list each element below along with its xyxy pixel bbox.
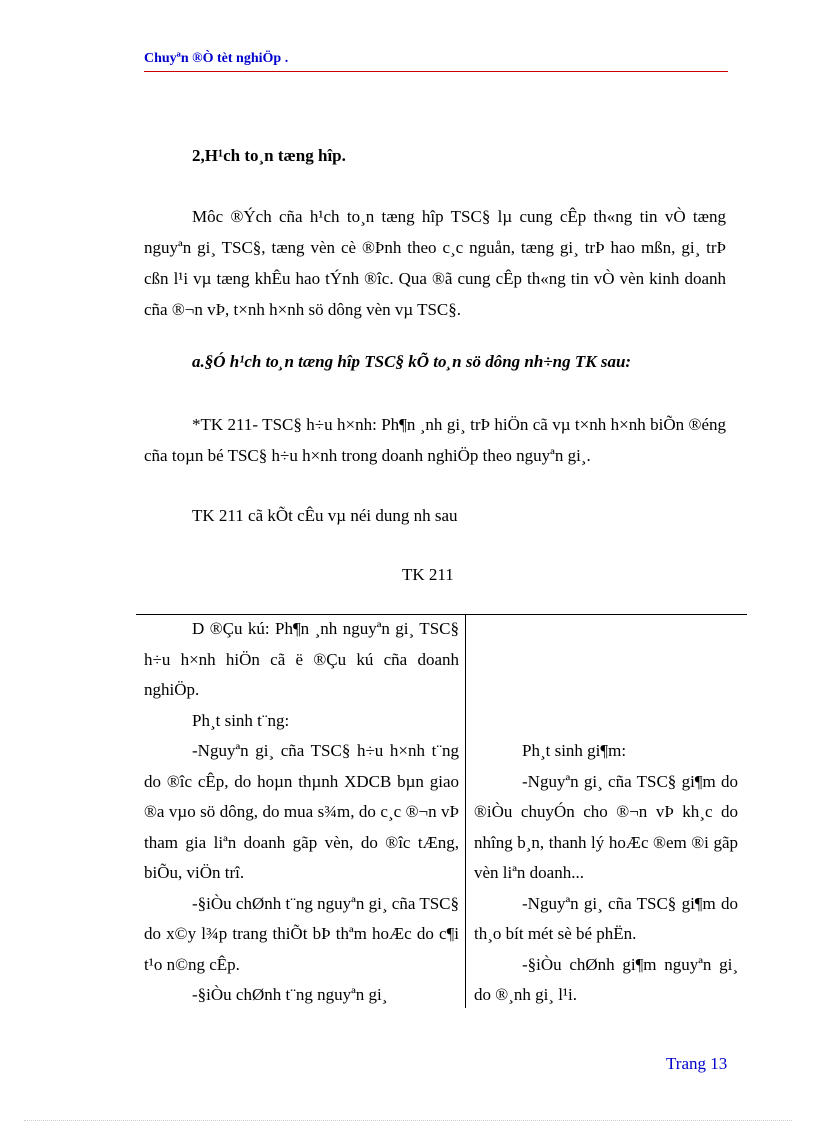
decrease-item-2: -Nguyªn gi¸ cña TSC§ gi¶m do th¸o bít mét sè bé phËn. <box>474 893 738 943</box>
increase-item-1: -Nguyªn gi¸ cña TSC§ h÷u h×nh t¨ng do ®îc cÊp, do hoµn thµnh XDCB bµn giao ®a vµo sö dông, do mua s¾m, do c¸c ®¬n vÞ tham gia liªn doanh gãp vèn, do ®îc tÆng, biÕu, viÖn trî. <box>144 741 459 882</box>
increase-item-2: -§iÒu chØnh t¨ng nguyªn gi¸ cña TSC§ do x©y l¾p trang thiÕt bÞ thªm hoÆc do c¶i t¹o n©ng cÊp. <box>144 893 459 974</box>
paragraph-purpose: Môc ®Ých cña h¹ch to¸n tæng hîp TSC§ lµ cung cÊp th«ng tin vÒ tæng nguyªn gi¸ TSC§, tæng vèn cè ®Þnh theo c¸c nguån, tæng gi¸ trÞ hao mßn, gi¸ trÞ cßn l¹i vµ tæng khÊu hao tÝnh ®îc. Qua ®ã cung cÊp th«ng tin vÒ vèn kinh doanh cña ®¬n vÞ, t×nh h×nh sö dông vèn vµ TSC§. <box>144 207 726 319</box>
decrease-label: Ph¸t sinh gi¶m: <box>522 741 627 760</box>
t-account-credit-column <box>474 614 738 1011</box>
decrease-item-3: -§iÒu chØnh gi¶m nguyªn gi¸ do ®¸nh gi¸ l¹i. <box>474 954 738 1004</box>
decrease-item-1: -Nguyªn gi¸ cña TSC§ gi¶m do ®iÒu chuyÓn cho ®¬n vÞ kh¸c do nhîng b¸n, thanh lý hoÆc ®em ®i gãp vèn liªn doanh... <box>474 771 738 882</box>
t-account-debit-column <box>144 614 459 1011</box>
header-title: Chuyªn ®Ò tèt nghiÖp . <box>144 51 289 66</box>
t-account-vertical-rule <box>465 614 466 1008</box>
t-account-title: TK 211 <box>402 565 454 584</box>
subheading-accounts: a.§Ó h¹ch to¸n tæng hîp TSC§ kÕ to¸n sö dông nh÷ng TK sau: <box>192 352 632 371</box>
opening-balance: D ®Çu kú: Ph¶n ¸nh nguyªn gi¸ TSC§ h÷u h×nh hiÖn cã ë ®Çu kú cña doanh nghiÖp. <box>144 619 459 699</box>
section-heading: 2,H¹ch to¸n tæng hîp. <box>192 146 346 165</box>
increase-item-3: -§iÒu chØnh t¨ng nguyªn gi¸ <box>192 985 388 1004</box>
paragraph-tk211: *TK 211- TSC§ h÷u h×nh: Ph¶n ¸nh gi¸ trÞ hiÖn cã vµ t×nh h×nh biÕn ®éng cña toµn bé TSC§ h÷u h×nh trong doanh nghiÖp theo nguyªn gi¸. <box>144 415 726 465</box>
header-rule <box>144 71 728 72</box>
page-bottom-border <box>24 1120 792 1121</box>
page-number: Trang 13 <box>666 1054 728 1073</box>
paragraph-structure: TK 211 cã kÕt cÊu vµ néi dung nh sau <box>192 506 458 525</box>
increase-label: Ph¸t sinh t¨ng: <box>192 710 290 730</box>
